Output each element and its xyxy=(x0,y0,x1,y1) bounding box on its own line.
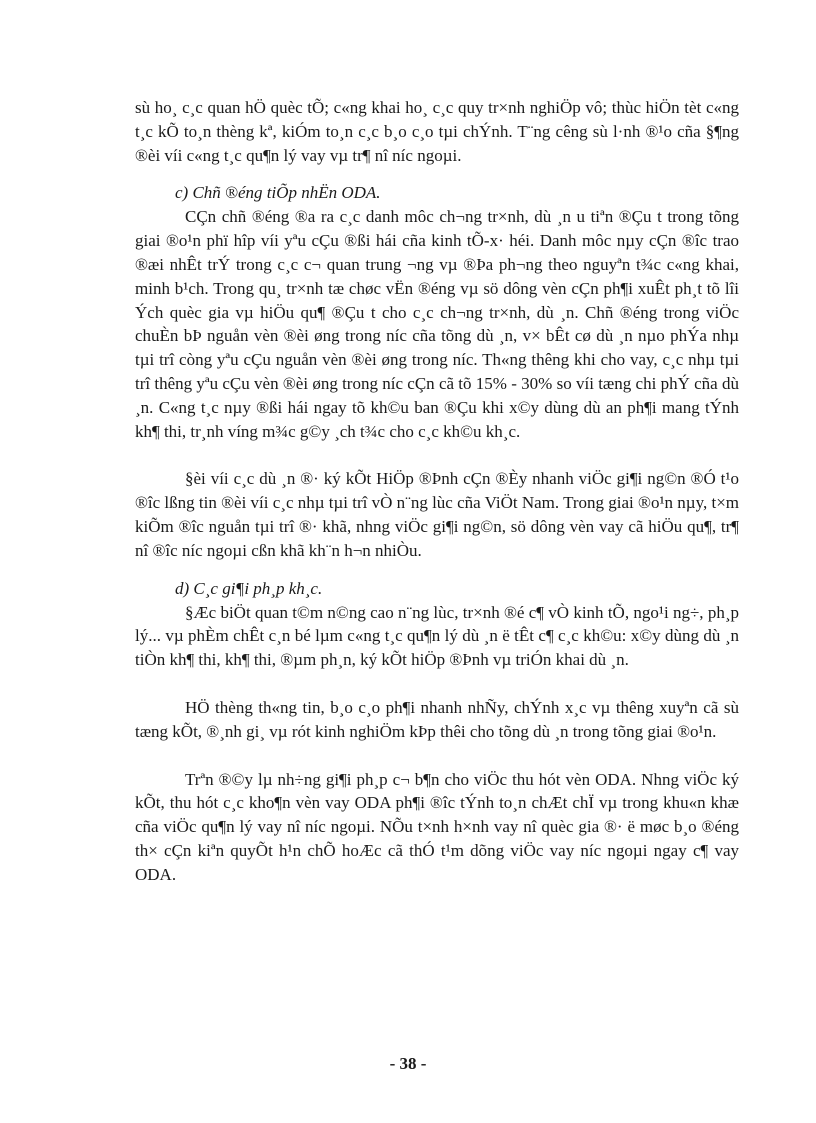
paragraph-gap xyxy=(135,672,739,696)
section-heading: c) Chñ ®éng tiÕp nhËn ODA. xyxy=(175,183,381,203)
section-heading: d) C¸c gi¶i ph¸p kh¸c. xyxy=(175,578,323,598)
paragraph: §Æc biÖt quan t©m n©ng cao n¨ng lùc, tr×nh ®é c¶ vÒ kinh tÕ, ngo¹i ng÷, ph¸p lý... vµ phÈm chÊt c¸n bé lµm c«ng t¸c qu¶n lý dù ¸n ë tÊt c¶ c¸c kh©u: x©y dùng dù ¸n tiÒn kh¶ thi, kh¶ thi, ®µm ph¸n, ký kÕt hiÖp ®Þnh vµ triÓn khai dù ¸n. xyxy=(135,602,739,670)
paragraph-gap xyxy=(135,443,739,467)
paragraph-gap xyxy=(135,744,739,768)
paragraph: sù ho¸ c¸c quan hÖ quèc tÕ; c«ng khai ho¸ c¸c quy tr×nh nghiÖp vô; thùc hiÖn tèt c«ng t¸c kÕ to¸n thèng kª, kiÓm to¸n c¸c b¸o c¸o tµi chÝnh. T¨ng cêng sù l·nh ®¹o cña §¶ng ®èi víi c«ng t¸c qu¶n lý vay vµ tr¶ nî níc ngoµi. xyxy=(135,98,739,165)
paragraph: HÖ thèng th«ng tin, b¸o c¸o ph¶i nhanh nhÑy, chÝnh x¸c vµ thêng xuyªn cã sù tæng kÕt, ®¸nh gi¸ vµ rót kinh nghiÖm kÞp thêi cho tõng dù ¸n trong tõng giai ®o¹n. xyxy=(135,697,739,741)
page-number: - 38 - xyxy=(389,1054,427,1073)
paragraph: Trªn ®©y lµ nh÷ng gi¶i ph¸p c¬ b¶n cho viÖc thu hót vèn ODA. Nhng viÖc ký kÕt, thu hót c¸c kho¶n vèn vay ODA ph¶i ®îc tÝnh to¸n chÆt chÏ vµ trong khu«n khæ cña viÖc qu¶n lý vay nî níc ngoµi. NÕu t×nh h×nh vay nî quèc gia ®· ë møc b¸o ®éng th× cÇn kiªn quyÕt h¹n chÕ hoÆc cã thÓ t¹m dõng viÖc vay níc ngoµi ngay c¶ vay ODA. xyxy=(135,769,739,884)
paragraph: CÇn chñ ®éng ®a ra c¸c danh môc ch¬ng tr×nh, dù ¸n u tiªn ®Çu t trong tõng giai ®o¹n phï hîp víi yªu cÇu ®ßi hái cña kinh tÕ-x· héi. Danh môc nµy cÇn ®îc trao ®æi nhÊt trÝ trong c¸c c¬ quan trung ¬ng vµ ®Þa ph¬ng theo nguyªn t¾c c«ng khai, minh b¹ch. Trong qu¸ tr×nh tæ chøc vËn ®éng vµ sö dông vèn cÇn ph¶i xuÊt ph¸t tõ lîi Ých quèc gia vµ hiÖu qu¶ ®Çu t cho c¸c ch¬ng tr×nh, dù ¸n. Chñ ®éng trong viÖc chuÈn bÞ nguån vèn ®èi øng trong níc cña tõng dù ¸n, v× bÊt cø dù ¸n nµo phÝa nhµ tµi trî còng yªu cÇu nguån vèn ®èi øng trong níc. Th«ng thêng khi cho vay, c¸c nhµ tµi trî thêng yªu cÇu vèn ®èi øng trong níc cÇn cã tõ 15% - 30% so víi tæng chi phÝ cña dù ¸n. C«ng t¸c nµy ®ßi hái ngay tõ kh©u ban ®Çu khi x©y dùng dù an ph¶i mang tÝnh kh¶ thi, tr¸nh víng m¾c g©y ¸ch t¾c cho c¸c kh©u kh¸c. xyxy=(135,207,739,441)
document-body xyxy=(135,96,739,887)
paragraph: §èi víi c¸c dù ¸n ®· ký kÕt HiÖp ®Þnh cÇn ®Èy nhanh viÖc gi¶i ng©n ®Ó t¹o ®îc lßng tin ®èi víi c¸c nhµ tµi trî vÒ n¨ng lùc cña ViÖt Nam. Trong giai ®o¹n nµy, t×m kiÕm ®îc nguån tµi trî ®· khã, nhng viÖc gi¶i ng©n, sö dông vèn vay cã hiÖu qu¶, tr¶ nî ®îc níc ngoµi cßn khã kh¨n h¬n nhiÒu. xyxy=(135,469,740,560)
